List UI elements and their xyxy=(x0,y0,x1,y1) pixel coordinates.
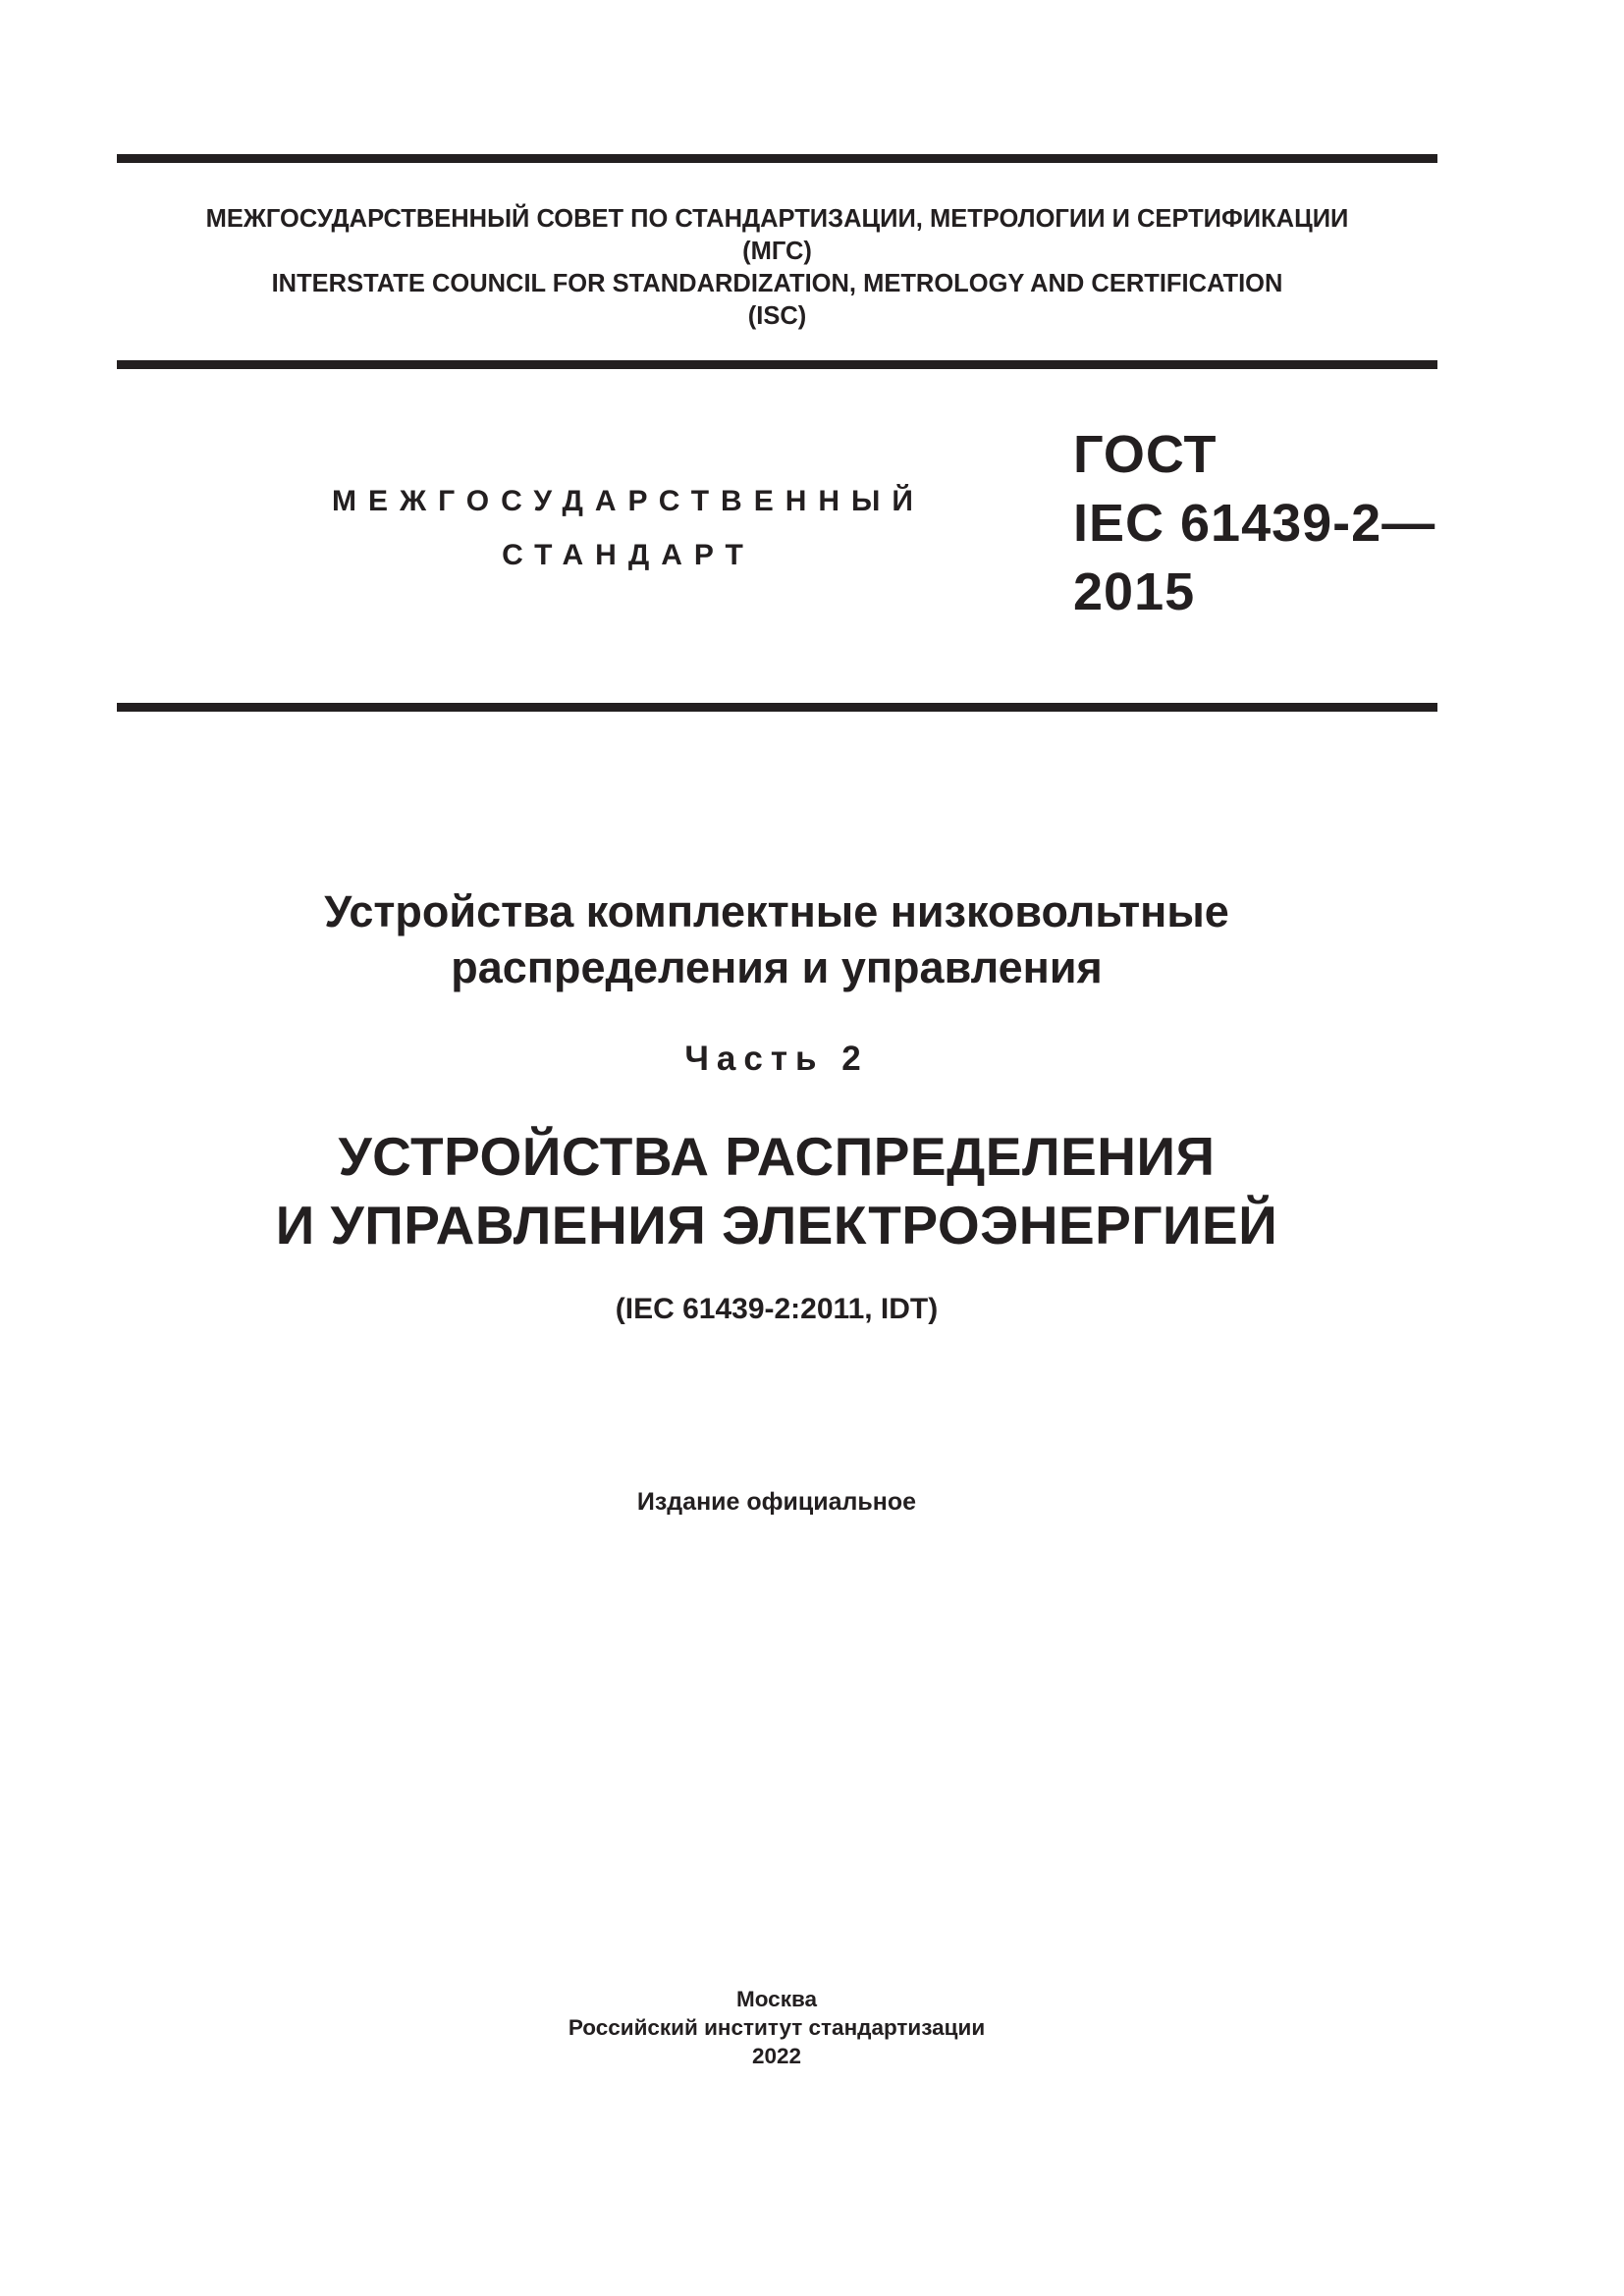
document-title-line2: распределения и управления xyxy=(451,942,1103,992)
standard-number-line2: IEC 61439-2— xyxy=(1073,494,1436,553)
publisher-block xyxy=(0,1985,1553,2070)
publisher-institute: Российский институт стандартизации xyxy=(568,2015,986,2040)
standard-number-line3: 2015 xyxy=(1073,562,1196,621)
standard-kind xyxy=(295,474,962,582)
publisher-year: 2022 xyxy=(751,2044,802,2068)
council-header xyxy=(117,203,1437,333)
standard-number-line1: ГОСТ xyxy=(1073,425,1218,484)
council-divider xyxy=(117,360,1437,369)
document-subtitle-line2: И УПРАВЛЕНИЯ ЭЛЕКТРОЭНЕРГИЕЙ xyxy=(275,1195,1278,1255)
document-subtitle xyxy=(0,1122,1553,1259)
iec-reference: (IEC 61439-2:2011, IDT) xyxy=(615,1293,939,1325)
document-title xyxy=(0,883,1553,995)
edition-label: Издание официальное xyxy=(636,1488,917,1516)
part-label: Часть 2 xyxy=(684,1040,869,1078)
document-subtitle-line1: УСТРОЙСТВА РАСПРЕДЕЛЕНИЯ xyxy=(338,1126,1216,1187)
council-abbr-ru: (МГС) xyxy=(742,238,812,265)
council-name-ru: МЕЖГОСУДАРСТВЕННЫЙ СОВЕТ ПО СТАНДАРТИЗАЦИИ, МЕТРОЛОГИИ И СЕРТИФИКАЦИИ xyxy=(205,205,1349,233)
council-name-en: INTERSTATE COUNCIL FOR STANDARDIZATION, METROLOGY AND CERTIFICATION xyxy=(271,270,1283,297)
top-rule xyxy=(117,154,1437,163)
document-title-line1: Устройства комплектные низковольтные xyxy=(324,886,1229,936)
standard-number xyxy=(1073,420,1435,626)
standard-divider xyxy=(117,703,1437,712)
standard-kind-line1: МЕЖГОСУДАРСТВЕННЫЙ xyxy=(332,485,925,517)
standard-kind-line2: СТАНДАРТ xyxy=(502,539,755,571)
publisher-city: Москва xyxy=(735,1987,817,2011)
council-abbr-en: (ISC) xyxy=(747,302,807,330)
